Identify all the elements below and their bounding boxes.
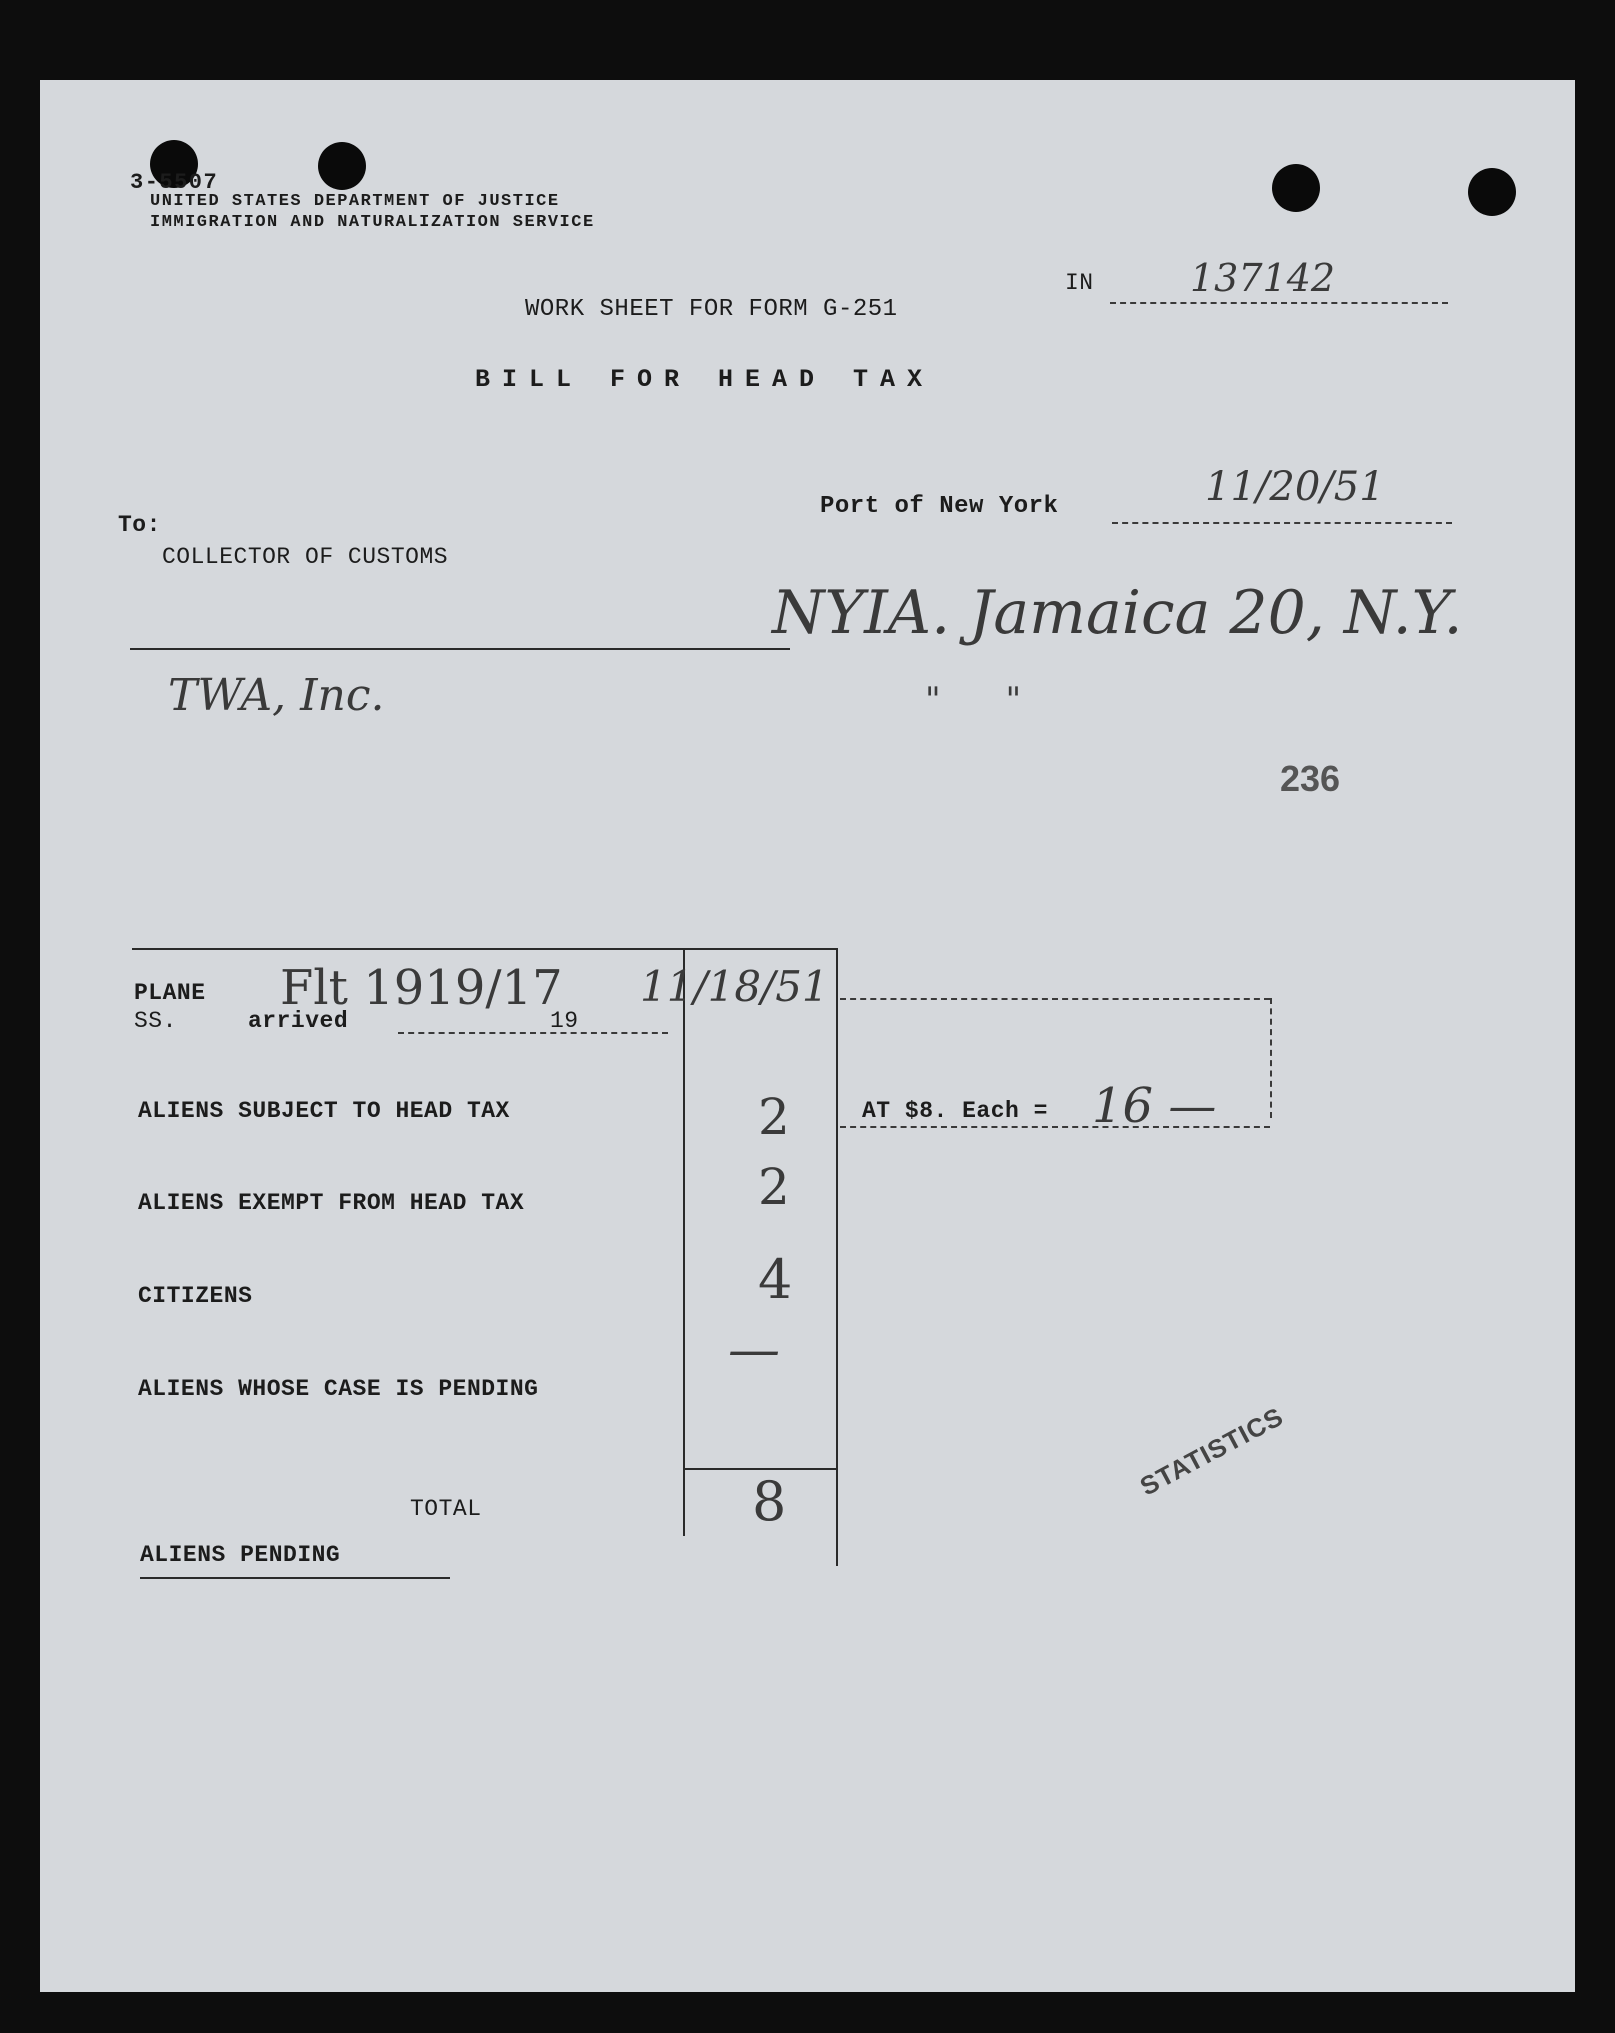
form-subtitle: BILL FOR HEAD TAX bbox=[475, 365, 935, 394]
table-divider bbox=[683, 948, 685, 1536]
date-handwritten: 11/18/51 bbox=[640, 962, 829, 1011]
id-value: 137142 bbox=[1190, 256, 1336, 300]
year-prefix: 19 bbox=[550, 1008, 579, 1034]
statistics-stamp: STATISTICS bbox=[1135, 1400, 1289, 1502]
location-handwritten: NYIA. Jamaica 20, N.Y. bbox=[772, 578, 1463, 648]
plane-label: PLANE bbox=[134, 980, 206, 1006]
port-label: Port of New York bbox=[820, 493, 1059, 520]
rate-label: AT $8. Each = bbox=[862, 1098, 1048, 1124]
table-top-rule bbox=[132, 948, 837, 950]
document-page bbox=[40, 80, 1575, 1992]
ss-label: SS. bbox=[134, 1008, 177, 1034]
row-label-exempt: ALIENS EXEMPT FROM HEAD TAX bbox=[138, 1190, 525, 1216]
carrier-handwritten: TWA, Inc. bbox=[168, 670, 385, 721]
pending-label: ALIENS PENDING bbox=[140, 1542, 341, 1568]
port-date-underline bbox=[1112, 522, 1452, 524]
punch-hole bbox=[1272, 164, 1320, 212]
total-value: 8 bbox=[752, 1470, 787, 1533]
punch-hole bbox=[318, 142, 366, 190]
total-label: TOTAL bbox=[410, 1496, 482, 1522]
arrived-label: arrived bbox=[248, 1008, 349, 1034]
rate-box-top bbox=[840, 998, 1270, 1000]
row-label-pending: ALIENS WHOSE CASE IS PENDING bbox=[138, 1376, 539, 1402]
row-count-exempt: 2 bbox=[758, 1158, 790, 1216]
row-label-subject: ALIENS SUBJECT TO HEAD TAX bbox=[138, 1098, 510, 1124]
form-number: 3-5507 bbox=[130, 170, 219, 195]
row-count-subject: 2 bbox=[758, 1088, 790, 1146]
row-count-pending: — bbox=[728, 1320, 780, 1380]
agency-line-1: UNITED STATES DEPARTMENT OF JUSTICE bbox=[150, 192, 560, 211]
table-right-edge bbox=[836, 948, 838, 1566]
agency-line-2: IMMIGRATION AND NATURALIZATION SERVICE bbox=[150, 213, 595, 232]
ditto-marks: " " bbox=[925, 680, 1022, 720]
port-date: 11/20/51 bbox=[1205, 464, 1385, 510]
address-line bbox=[130, 648, 790, 650]
form-title: WORK SHEET FOR FORM G-251 bbox=[525, 296, 898, 323]
to-label: To: bbox=[118, 512, 161, 538]
rate-box-right bbox=[1270, 998, 1272, 1118]
flight-handwritten: Flt 1919/17 bbox=[280, 960, 563, 1016]
arrived-underline bbox=[398, 1032, 668, 1034]
rate-amount: 16 — bbox=[1092, 1078, 1217, 1134]
recipient: COLLECTOR OF CUSTOMS bbox=[162, 544, 449, 570]
punch-hole bbox=[1468, 168, 1516, 216]
id-underline bbox=[1110, 302, 1448, 304]
row-label-citizens: CITIZENS bbox=[138, 1283, 253, 1309]
pending-underline bbox=[140, 1577, 450, 1579]
id-label: IN bbox=[1065, 270, 1094, 296]
stamped-number: 236 bbox=[1280, 758, 1341, 799]
row-count-citizens: 4 bbox=[758, 1248, 793, 1311]
